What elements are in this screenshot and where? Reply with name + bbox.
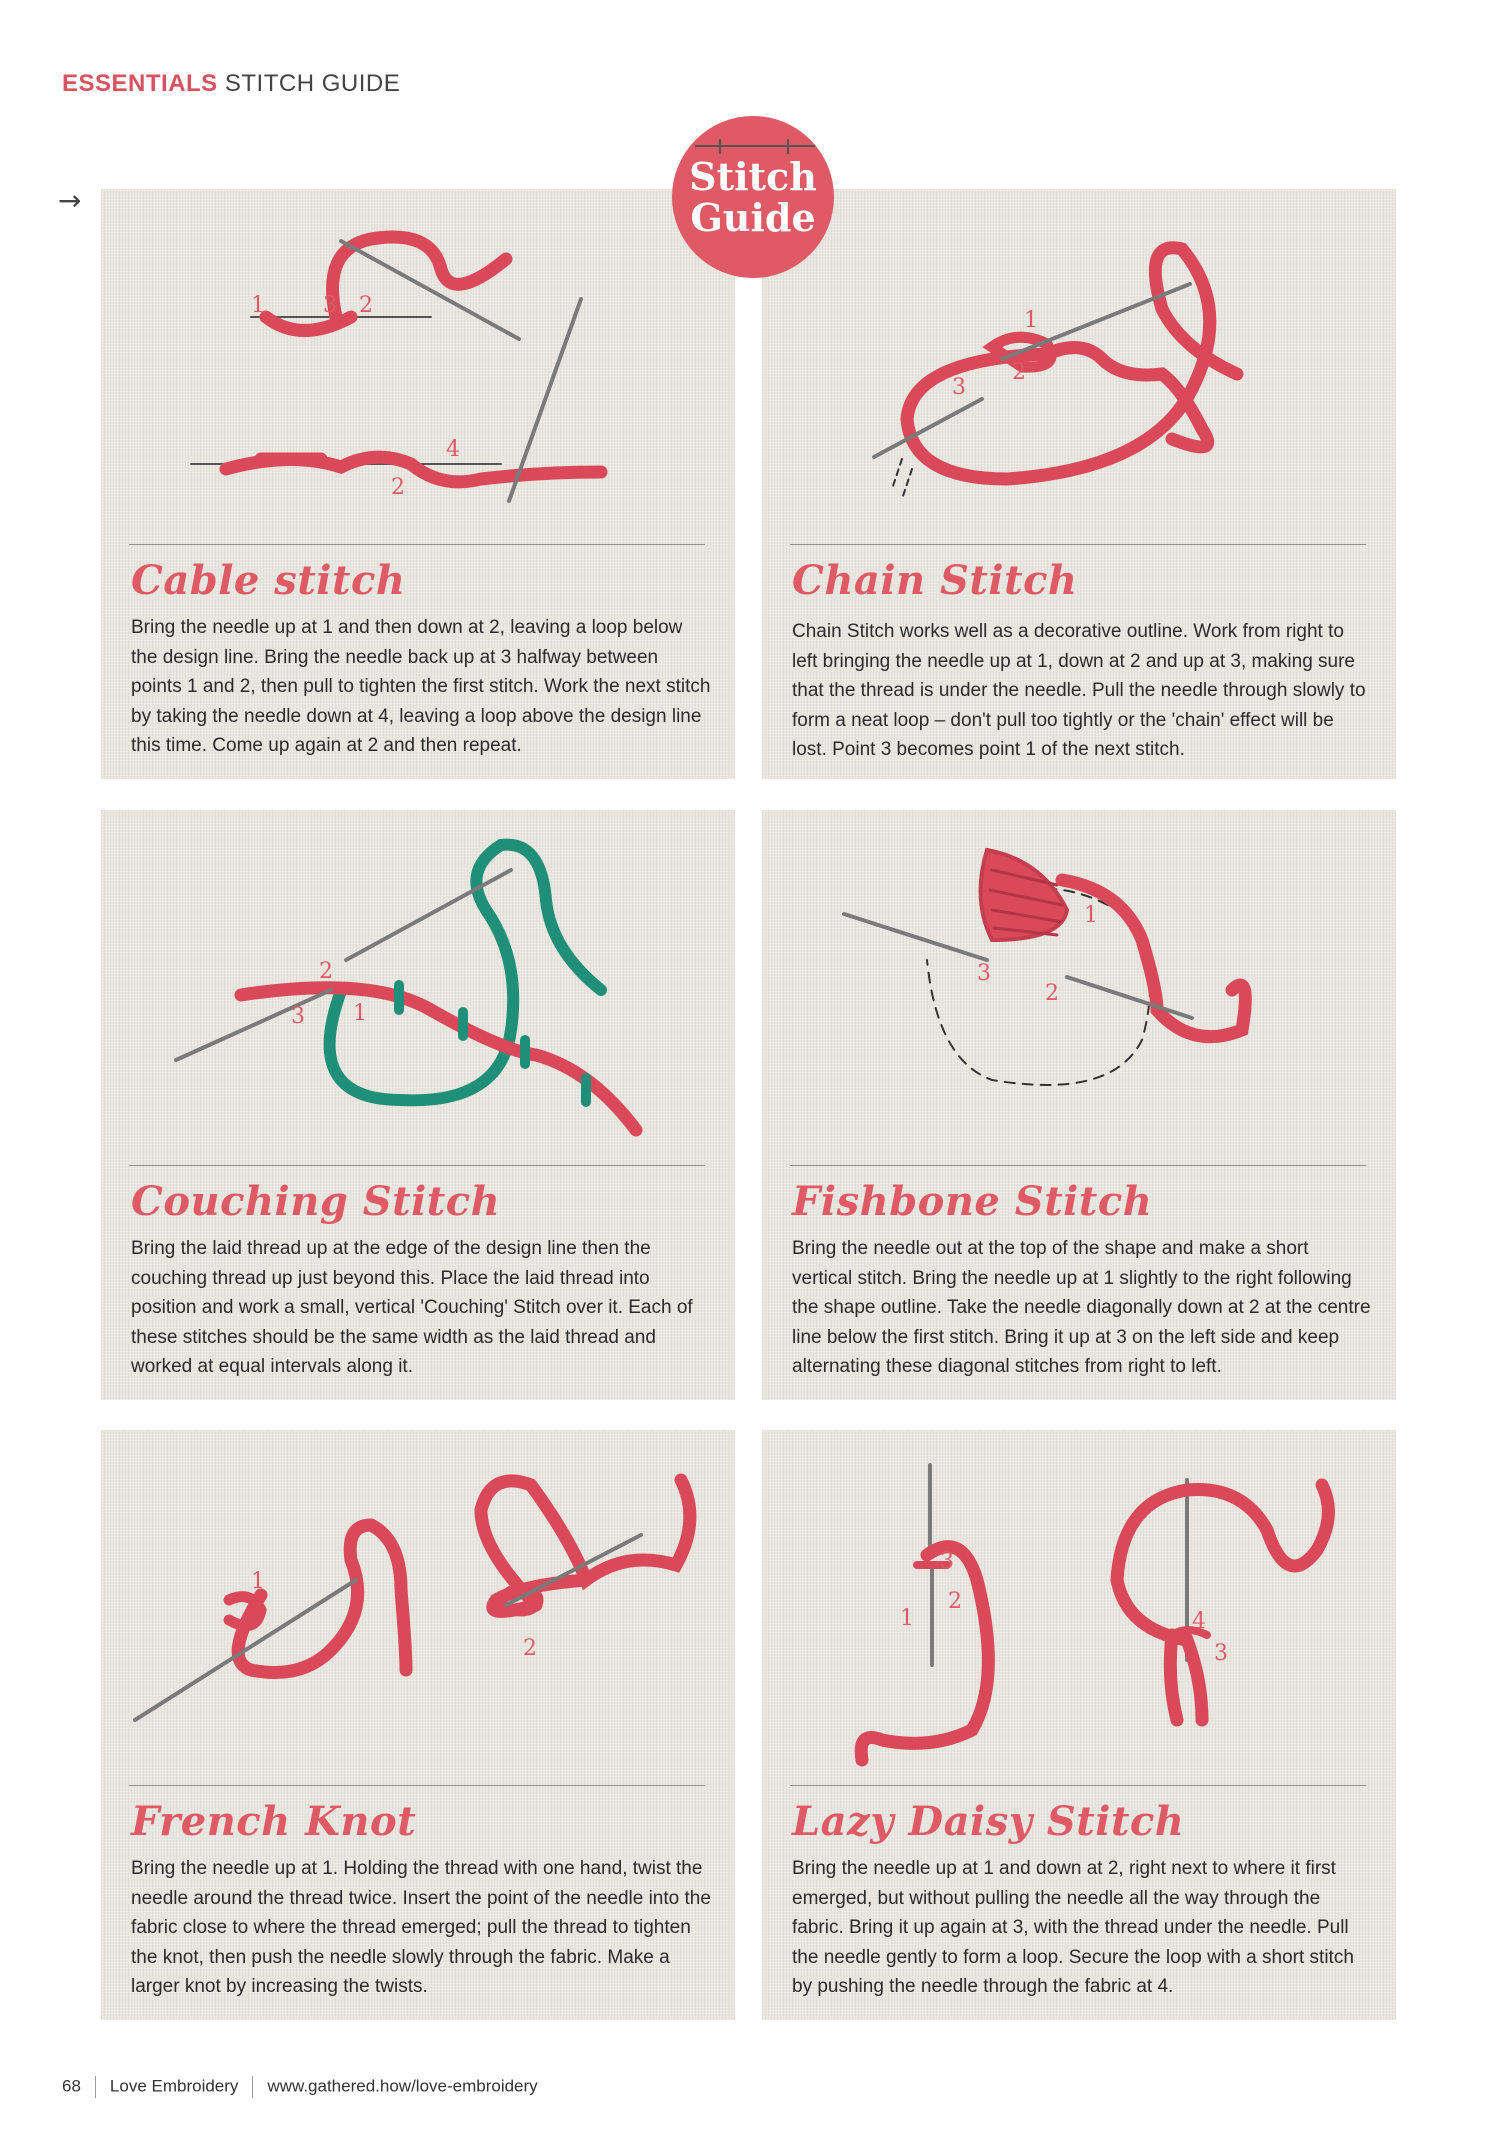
- point-label: 3: [291, 1004, 305, 1029]
- divider: [790, 1785, 1366, 1786]
- point-label: 2: [948, 1589, 962, 1614]
- point-label: 3: [940, 1549, 954, 1574]
- card-description: Bring the needle up at 1 and then down at 2, leaving a loop below the design line. Bring the needle back up at 3 halfway between points 1 and 2, then pull to tighten the first stitch. Work the next stitch by taking the needle down at 4, leaving a loop above the design line this time. Come up again at 2 and then repeat.: [131, 617, 711, 756]
- card-cable-stitch: [101, 189, 735, 779]
- card-title: Chain Stitch: [792, 557, 1078, 604]
- divider: [790, 1165, 1366, 1166]
- point-label: 4: [446, 437, 460, 462]
- french-knot-illustration: [101, 1430, 735, 1785]
- point-label: 4: [1192, 1609, 1206, 1634]
- lazy-daisy-stitch-illustration: [762, 1430, 1396, 1785]
- chain-stitch-illustration: [762, 189, 1396, 544]
- section-title: STITCH GUIDE: [224, 70, 401, 97]
- card-couching-stitch: [101, 810, 735, 1400]
- fishbone-stitch-illustration: [762, 810, 1396, 1165]
- card-lazy-daisy-stitch: [762, 1430, 1396, 2020]
- card-title: Lazy Daisy Stitch: [792, 1798, 1185, 1845]
- badge-line-1: Stitch: [689, 154, 817, 199]
- point-label: 3: [323, 293, 337, 318]
- point-label: 3: [952, 375, 966, 400]
- card-title: Cable stitch: [131, 557, 406, 604]
- arrow-icon: →: [58, 184, 82, 217]
- footer-divider: [252, 2076, 253, 2098]
- point-label: 1: [251, 1569, 265, 1594]
- point-label: 1: [900, 1606, 914, 1631]
- point-label: 3: [1214, 1641, 1228, 1666]
- point-label: 2: [391, 475, 405, 500]
- card-description: Bring the needle out at the top of the shape and make a short vertical stitch. Bring the needle up at 1 slightly to the right following the shape outline. Take the needle diagonally down at 2 at the centre line below the first stitch. Bring it up at 3 on the left side and keep alternating these diagonal stitches from right to left.: [792, 1238, 1371, 1377]
- card-description: Bring the needle up at 1. Holding the thread with one hand, twist the needle around the thread twice. Insert the point of the needle into the fabric close to where the thread emerged; pull the thread to tighten the knot, then push the needle slowly through the fabric. Make a larger knot by increasing the twists.: [131, 1858, 711, 1997]
- footer-divider: [95, 2076, 96, 2098]
- section-header: [62, 70, 400, 98]
- needle-icon: [690, 134, 820, 164]
- divider: [129, 1785, 705, 1786]
- point-label: 2: [359, 293, 373, 318]
- card-french-knot: [101, 1430, 735, 2020]
- point-label: 1: [251, 293, 265, 318]
- divider: [790, 544, 1366, 545]
- card-title: French Knot: [131, 1798, 417, 1845]
- badge-line-2: Guide: [690, 195, 816, 240]
- card-title: Couching Stitch: [131, 1178, 501, 1225]
- point-label: 1: [353, 1001, 367, 1026]
- divider: [129, 544, 705, 545]
- point-label: 1: [1084, 903, 1098, 928]
- point-label: 2: [1012, 360, 1026, 385]
- point-label: 3: [977, 961, 991, 986]
- divider: [129, 1165, 705, 1166]
- card-fishbone-stitch: [762, 810, 1396, 1400]
- point-label: 2: [523, 1636, 537, 1661]
- section-label: ESSENTIALS: [62, 70, 218, 97]
- card-title: Fishbone Stitch: [792, 1178, 1153, 1225]
- magazine-name: Love Embroidery: [109, 2076, 239, 2096]
- card-description: Bring the laid thread up at the edge of the design line then the couching thread up just beyond this. Place the laid thread into position and work a small, vertical 'Couching' Stitch over it. Each of these stitches should be the same width as the laid thread and worked at equal intervals along it.: [131, 1238, 693, 1377]
- page-number: 68: [62, 2076, 81, 2096]
- website-url: www.gathered.how/love-embroidery: [267, 2076, 538, 2096]
- point-label: 1: [1024, 308, 1038, 333]
- point-label: 2: [1045, 981, 1059, 1006]
- card-description: Bring the needle up at 1 and down at 2, right next to where it first emerged, but without pulling the needle all the way through the fabric. Bring it up again at 3, with the thread under the needle. Pull the needle gently to form a loop. Secure the loop with a short stitch by pushing the needle through the fabric at 4.: [792, 1858, 1354, 1997]
- cable-stitch-illustration: [101, 189, 735, 544]
- card-description: Chain Stitch works well as a decorative outline. Work from right to left bringing the needle up at 1, down at 2 and up at 3, making sure that the thread is under the needle. Pull the needle through slowly to form a neat loop – don't pull too tightly or the 'chain' effect will be lost. Point 3 becomes point 1 of the next stitch.: [792, 621, 1366, 760]
- card-chain-stitch: [762, 189, 1396, 779]
- page-footer: [62, 2076, 538, 2098]
- couching-stitch-illustration: [101, 810, 735, 1165]
- point-label: 2: [319, 959, 333, 984]
